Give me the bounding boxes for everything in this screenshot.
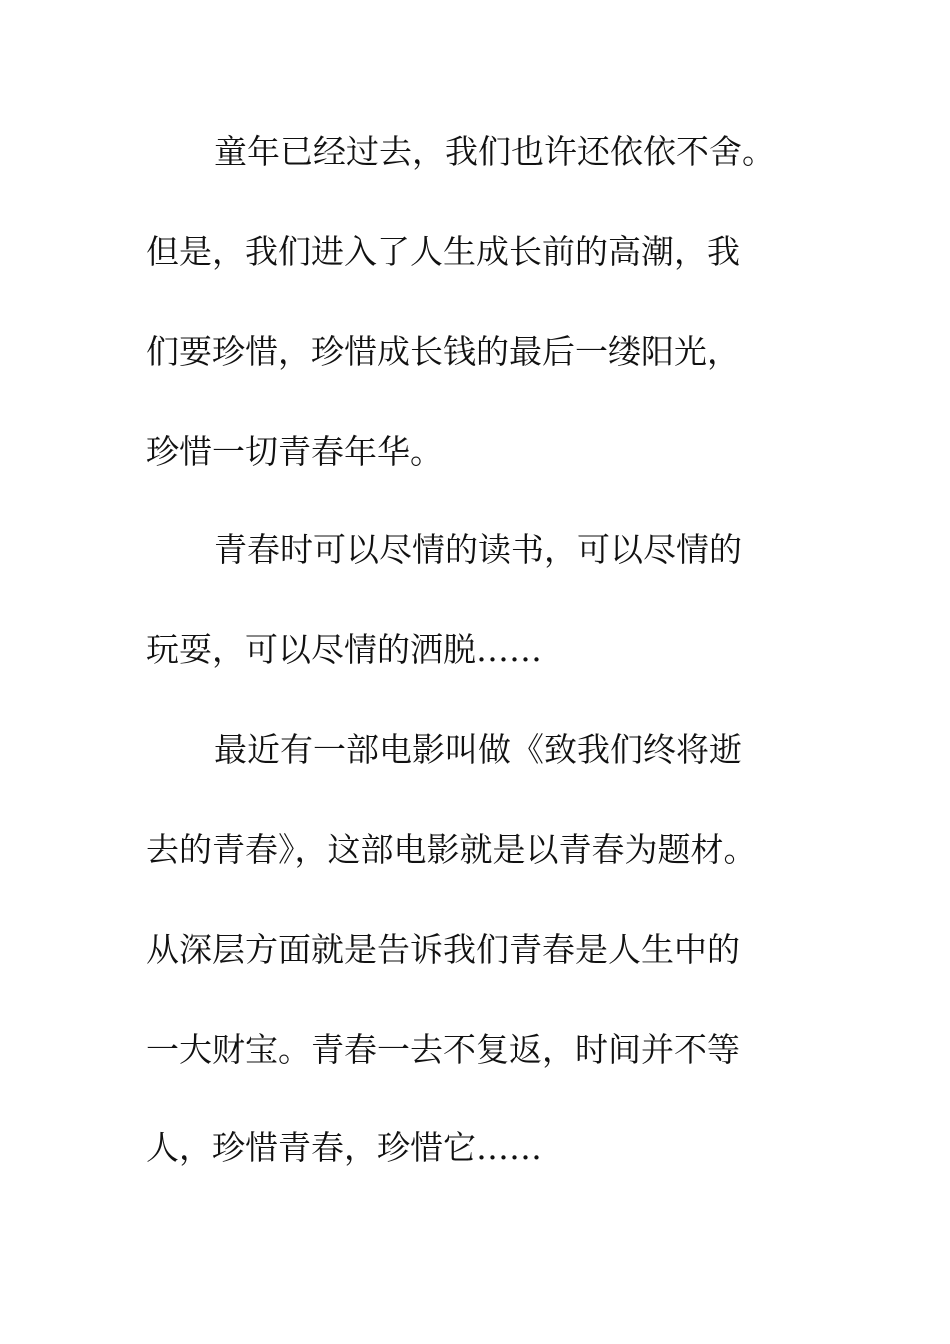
text-line: 最近有一部电影叫做《致我们终将逝 [214, 730, 742, 769]
text-line: 玩耍，可以尽情的洒脱…… [146, 630, 542, 669]
text-line: 去的青春》，这部电影就是以青春为题材。 [146, 830, 757, 869]
text-line: 人，珍惜青春，珍惜它…… [146, 1128, 542, 1167]
text-line: 青春时可以尽情的读书，可以尽情的 [214, 530, 742, 569]
text-line: 一大财宝。青春一去不复返，时间并不等 [146, 1030, 740, 1069]
text-line: 从深层方面就是告诉我们青春是人生中的 [146, 930, 740, 969]
text-line: 们要珍惜，珍惜成长钱的最后一缕阳光， [146, 332, 740, 371]
text-line: 珍惜一切青春年华。 [146, 432, 443, 471]
text-line: 但是，我们进入了人生成长前的高潮，我 [146, 232, 740, 271]
text-line: 童年已经过去，我们也许还依依不舍。 [214, 132, 775, 171]
